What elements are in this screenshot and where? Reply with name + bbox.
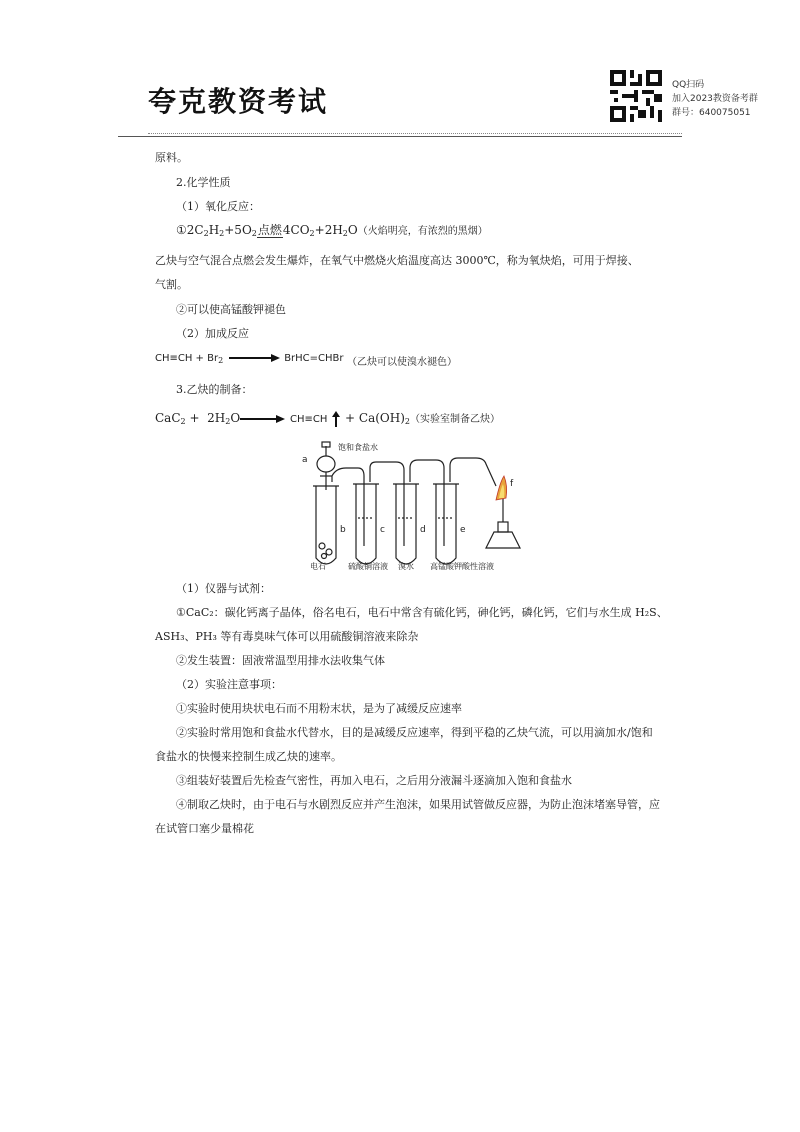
fig-letter-e: e <box>460 525 466 535</box>
gas-up-arrow-icon <box>331 411 341 427</box>
text-line: ②实验时常用饱和食盐水代替水，目的是减缓反应速率，得到平稳的乙炔气流，可以用滴加水/饱和 <box>176 726 653 739</box>
qr-line-3: 群号：640075051 <box>672 108 751 118</box>
text-line: ASH₃、PH₃ 等有毒臭味气体可以用硫酸铜溶液来除杂 <box>155 630 419 643</box>
eq3-water: 2H <box>207 411 226 425</box>
fig-tube-label-d: 溴水 <box>398 562 414 571</box>
qr-code-image <box>610 70 662 122</box>
eq1-condition: 点燃 <box>257 223 282 237</box>
fig-letter-d: d <box>420 525 426 535</box>
qr-line-2: 加入2023教资备考群 <box>672 94 758 104</box>
arrow-icon <box>240 414 286 424</box>
eq3-product: CH≡CH <box>290 414 328 425</box>
text-line: 在试管口塞少量棉花 <box>155 822 254 835</box>
equation-preparation: $CaC_2 + 2H_2O$ $CH\equiv CH + Ca(OH)_2$（实验室制备乙炔） <box>155 411 501 426</box>
equation-addition: $CH\equiv CH + Br_2$ BrHC=CHBr （乙炔可以使溴水褪色） <box>155 353 458 368</box>
fig-letter-a: a <box>302 455 308 465</box>
text-line: 原料。 <box>155 151 188 164</box>
fig-letter-c: c <box>380 525 385 535</box>
section-heading: 3.乙炔的制备： <box>176 383 253 396</box>
eq3-note: （实验室制备乙炔） <box>410 414 501 425</box>
eq2-product: BrHC=CHBr <box>284 353 344 364</box>
text-line: 乙炔与空气混合点燃会发生爆炸，在氧气中燃烧火焰温度高达 3000℃，称为氧炔焰，可用于焊接、 <box>155 254 639 267</box>
text-line: ④制取乙炔时，由于电石与水剧烈反应并产生泡沫，如果用试管做反应器，为防止泡沫堵塞导管，应 <box>176 798 660 811</box>
text-line: ①CaC₂：碳化钙离子晶体，俗名电石，电石中常含有硫化钙，砷化钙，磷化钙，它们与水生成 H₂S、 <box>176 606 668 619</box>
brand-title: 夸克教资考试 <box>148 85 329 118</box>
qr-caption <box>672 78 758 120</box>
text-line: ①实验时使用块状电石而不用粉末状，是为了减缓反应速率 <box>176 702 462 715</box>
eq1-prefix: ① <box>176 223 187 237</box>
arrow-icon <box>227 353 281 363</box>
equation-combustion: $①2C_2H_2+5O_2$点燃$4CO_2+2H_2O$（火焰明亮，有浓烈的黑烟） <box>176 223 488 238</box>
eq2-reactants: CH≡CH + Br <box>155 353 219 364</box>
header-rule <box>118 136 682 137</box>
text-line: ③组装好装置后先检查气密性，再加入电石，之后用分液漏斗逐滴加入饱和食盐水 <box>176 774 572 787</box>
eq1-note: （火焰明亮，有浓烈的黑烟） <box>357 226 488 237</box>
fig-letter-b: b <box>340 525 346 535</box>
sub-heading: （1）氧化反应： <box>176 200 260 213</box>
text-line: ②可以使高锰酸钾褪色 <box>176 303 286 316</box>
qr-line-1: QQ扫码 <box>672 80 705 90</box>
eq2-note: （乙炔可以使溴水褪色） <box>347 357 458 368</box>
fig-tube-label-c: 硫酸铜溶液 <box>348 562 388 571</box>
text-line: 气割。 <box>155 278 188 291</box>
section-heading: 2.化学性质 <box>176 176 231 189</box>
fig-top-label: 饱和食盐水 <box>338 443 378 452</box>
sub-heading: （1）仪器与试剂： <box>176 582 271 595</box>
text-line: ②发生装置：固液常温型用排水法收集气体 <box>176 654 385 667</box>
sub-heading: （2）加成反应 <box>176 327 249 340</box>
apparatus-diagram <box>300 438 540 572</box>
sub-heading: （2）实验注意事项： <box>176 678 282 691</box>
header-dotted-rule <box>148 133 682 134</box>
fig-letter-f: f <box>510 479 514 489</box>
text-line: 食盐水的快慢来控制生成乙炔的速率。 <box>155 750 342 763</box>
eq3-cac2: CaC <box>155 411 181 425</box>
fig-tube-label-b: 电石 <box>310 562 326 571</box>
fig-tube-label-e: 高锰酸钾酸性溶液 <box>430 562 494 571</box>
eq3-byproduct: + Ca(OH) <box>345 411 405 425</box>
